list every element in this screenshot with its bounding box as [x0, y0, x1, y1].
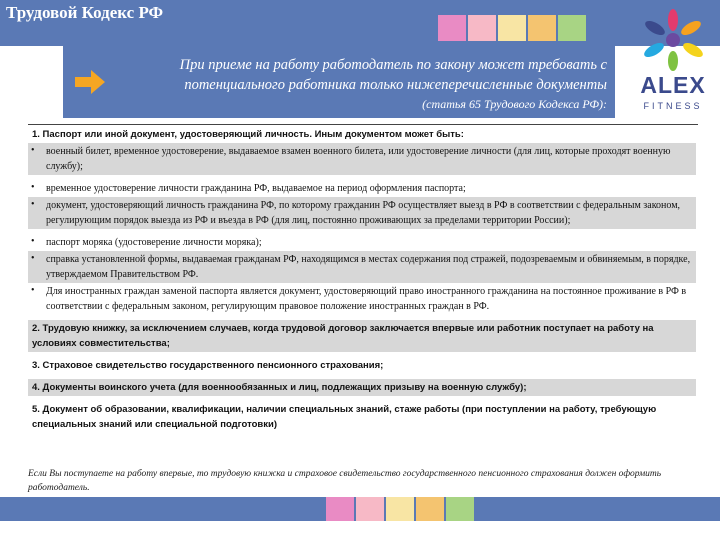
document-heading: 2. Трудовую книжку, за исключением случаев, когда трудовой договор заключается впервые или работник поступает на работу на условиях совместительства;	[28, 320, 696, 352]
document-bullet: • паспорт моряка (удостоверение личности моряка);	[28, 234, 696, 251]
header-swatch-yellow	[498, 15, 526, 41]
header-swatch-green	[558, 15, 586, 41]
document-bullet: • документ, удостоверяющий личность гражданина РФ, по которому гражданин РФ осуществляет выезд в РФ в соответствии с федеральным законом, регулирующим порядок выезда из РФ и въезда в РФ (для лиц, постоянно проживающих за пределами территории России);	[28, 197, 696, 229]
header-swatch-orange	[528, 15, 556, 41]
banner-line-1: При приеме на работу работодатель по закону может требовать с	[179, 57, 607, 73]
intro-banner	[63, 46, 615, 118]
page-title: Трудовой Кодекс РФ	[6, 3, 164, 22]
logo-wordmark: ALEX	[640, 72, 706, 98]
document-heading: 4. Документы воинского учета (для военнообязанных и лиц, подлежащих призыву на военную службу);	[28, 379, 696, 396]
banner-line-2: потенциального работника только нижеперечисленные документы	[184, 77, 607, 93]
document-bullet: • справка установленной формы, выдаваемая гражданам РФ, находящимся в местах содержания под стражей, подозреваемым и обвиняемым, в порядке, утверждаемом Правительством РФ.	[28, 251, 696, 283]
document-heading: 1. Паспорт или иной документ, удостоверяющий личность. Иным документом может быть:	[28, 126, 696, 143]
footer-swatch-rose	[356, 497, 384, 521]
footnote: Если Вы поступаете на работу впервые, то трудовую книжка и страховое свидетельство государственного пенсионного страхования должен оформить работодатель.	[28, 469, 662, 493]
document-bullet: • временное удостоверение личности гражданина РФ, выдаваемое на период оформления паспорта;	[28, 180, 696, 197]
document-bullet: • Для иностранных граждан заменой паспорта является документ, удостоверяющий право иностранного гражданина на постоянное проживание в РФ в соответствии с федеральным законом, регулирующим правовое положение иностранных граждан в РФ.	[28, 283, 696, 315]
alex-fitness-logo	[633, 6, 713, 121]
header-swatch-rose	[468, 15, 496, 41]
logo-subtext: FITNESS	[643, 101, 703, 111]
document-list	[28, 126, 696, 433]
title-bar	[0, 0, 720, 46]
document-heading: 5. Документ об образовании, квалификации, наличии специальных знаний, стаже работы (при поступлении на работу, требующую специальных знаний или специальной подготовки)	[28, 401, 696, 433]
footer-swatch-pink	[326, 497, 354, 521]
banner-article-ref: (статья 65 Трудового Кодекса РФ):	[422, 97, 607, 111]
logo-splash-icon	[633, 6, 713, 72]
footer-swatch-yellow	[386, 497, 414, 521]
document-heading: 3. Страховое свидетельство государственного пенсионного страхования;	[28, 357, 696, 374]
divider	[28, 124, 698, 125]
footer-swatch-orange	[416, 497, 444, 521]
arrow-right-icon	[75, 70, 105, 94]
footer-swatch-green	[446, 497, 474, 521]
document-bullet: • военный билет, временное удостоверение, выдаваемое взамен военного билета, или удостоверение личности (для лиц, которые проходят военную службу);	[28, 143, 696, 175]
header-swatch-pink	[438, 15, 466, 41]
